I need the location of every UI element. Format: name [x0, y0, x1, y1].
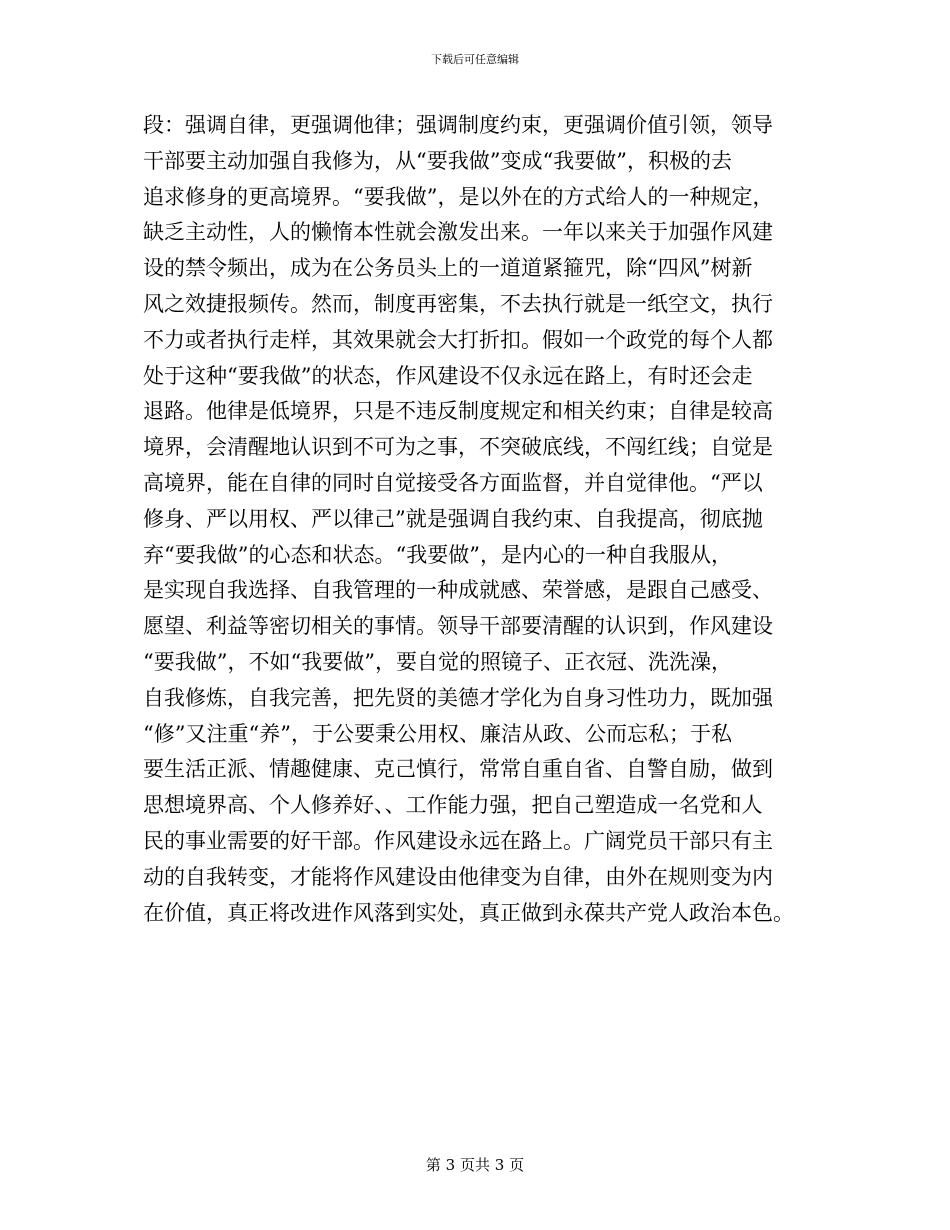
text-line: 自我修炼，自我完善，把先贤的美德才学化为自身习性功力，既加强 — [143, 685, 773, 710]
text-line: 境界，会清醒地认识到不可为之事，不突破底线，不闯红线；自觉是 — [143, 435, 773, 460]
text-line: 修身、严以用权、严以律己”就是强调自我约束、自我提高，彻底抛 — [143, 506, 763, 531]
text-line: 思想境界高、个人修养好、、工作能力强，把自己塑造成一名党和人 — [143, 793, 763, 818]
text-line: 段：强调自律，更强调他律；强调制度约束，更强调价值引领，领导 — [143, 113, 773, 137]
text-line: 处于这种“要我做”的状态，作风建设不仅永远在路上，有时还会走 — [143, 363, 753, 388]
text-line: 在价值，真正将改进作风落到实处，真正做到永葆共产党人政治本色。 — [143, 900, 794, 925]
text-line: 是实现自我选择、自我管理的一种成就感、荣誉感，是跟自己感受、 — [143, 578, 773, 603]
text-line: 不力或者执行走样，其效果就会大打折扣。假如一个政党的每个人都 — [143, 327, 773, 352]
document-body — [143, 108, 843, 931]
text-line: “修”又注重“养”，于公要秉公用权、廉洁从政、公而忘私；于私 — [143, 721, 732, 746]
text-line: 要生活正派、情趣健康、克己慎行，常常自重自省、自警自励，做到 — [143, 757, 773, 782]
text-line: 弃“要我做”的心态和状态。“我要做”，是内心的一种自我服从， — [143, 542, 732, 567]
page-header: 下载后可任意编辑 — [431, 53, 519, 66]
text-line: 退路。他律是低境界，只是不违反制度规定和相关约束；自律是较高 — [143, 399, 773, 424]
page-number-footer: 第 3 页共 3 页 — [425, 1156, 525, 1174]
text-line: 愿望、利益等密切相关的事情。领导干部要清醒的认识到，作风建设 — [143, 614, 773, 639]
text-line: 风之效捷报频传。然而，制度再密集，不去执行就是一纸空文，执行 — [143, 291, 773, 316]
text-line: 动的自我转变，才能将作风建设由他律变为自律，由外在规则变为内 — [143, 864, 773, 889]
text-line: 追求修身的更高境界。“要我做”，是以外在的方式给人的一种规定， — [143, 184, 774, 209]
text-line: 设的禁令频出，成为在公务员头上的一道道紧箍咒，除“四风”树新 — [143, 256, 753, 281]
text-line: 民的事业需要的好干部。作风建设永远在路上。广阔党员干部只有主 — [143, 828, 773, 853]
text-line: “要我做”，不如“我要做”，要自觉的照镜子、正衣冠、洗洗澡， — [143, 649, 732, 674]
text-line: 高境界，能在自律的同时自觉接受各方面监督，并自觉律他。“严以 — [143, 470, 763, 495]
text-line: 缺乏主动性，人的懒惰本性就会激发出来。一年以来关于加强作风建 — [143, 220, 773, 245]
text-line: 干部要主动加强自我修为，从“要我做”变成“我要做”，积极的去 — [143, 148, 732, 173]
